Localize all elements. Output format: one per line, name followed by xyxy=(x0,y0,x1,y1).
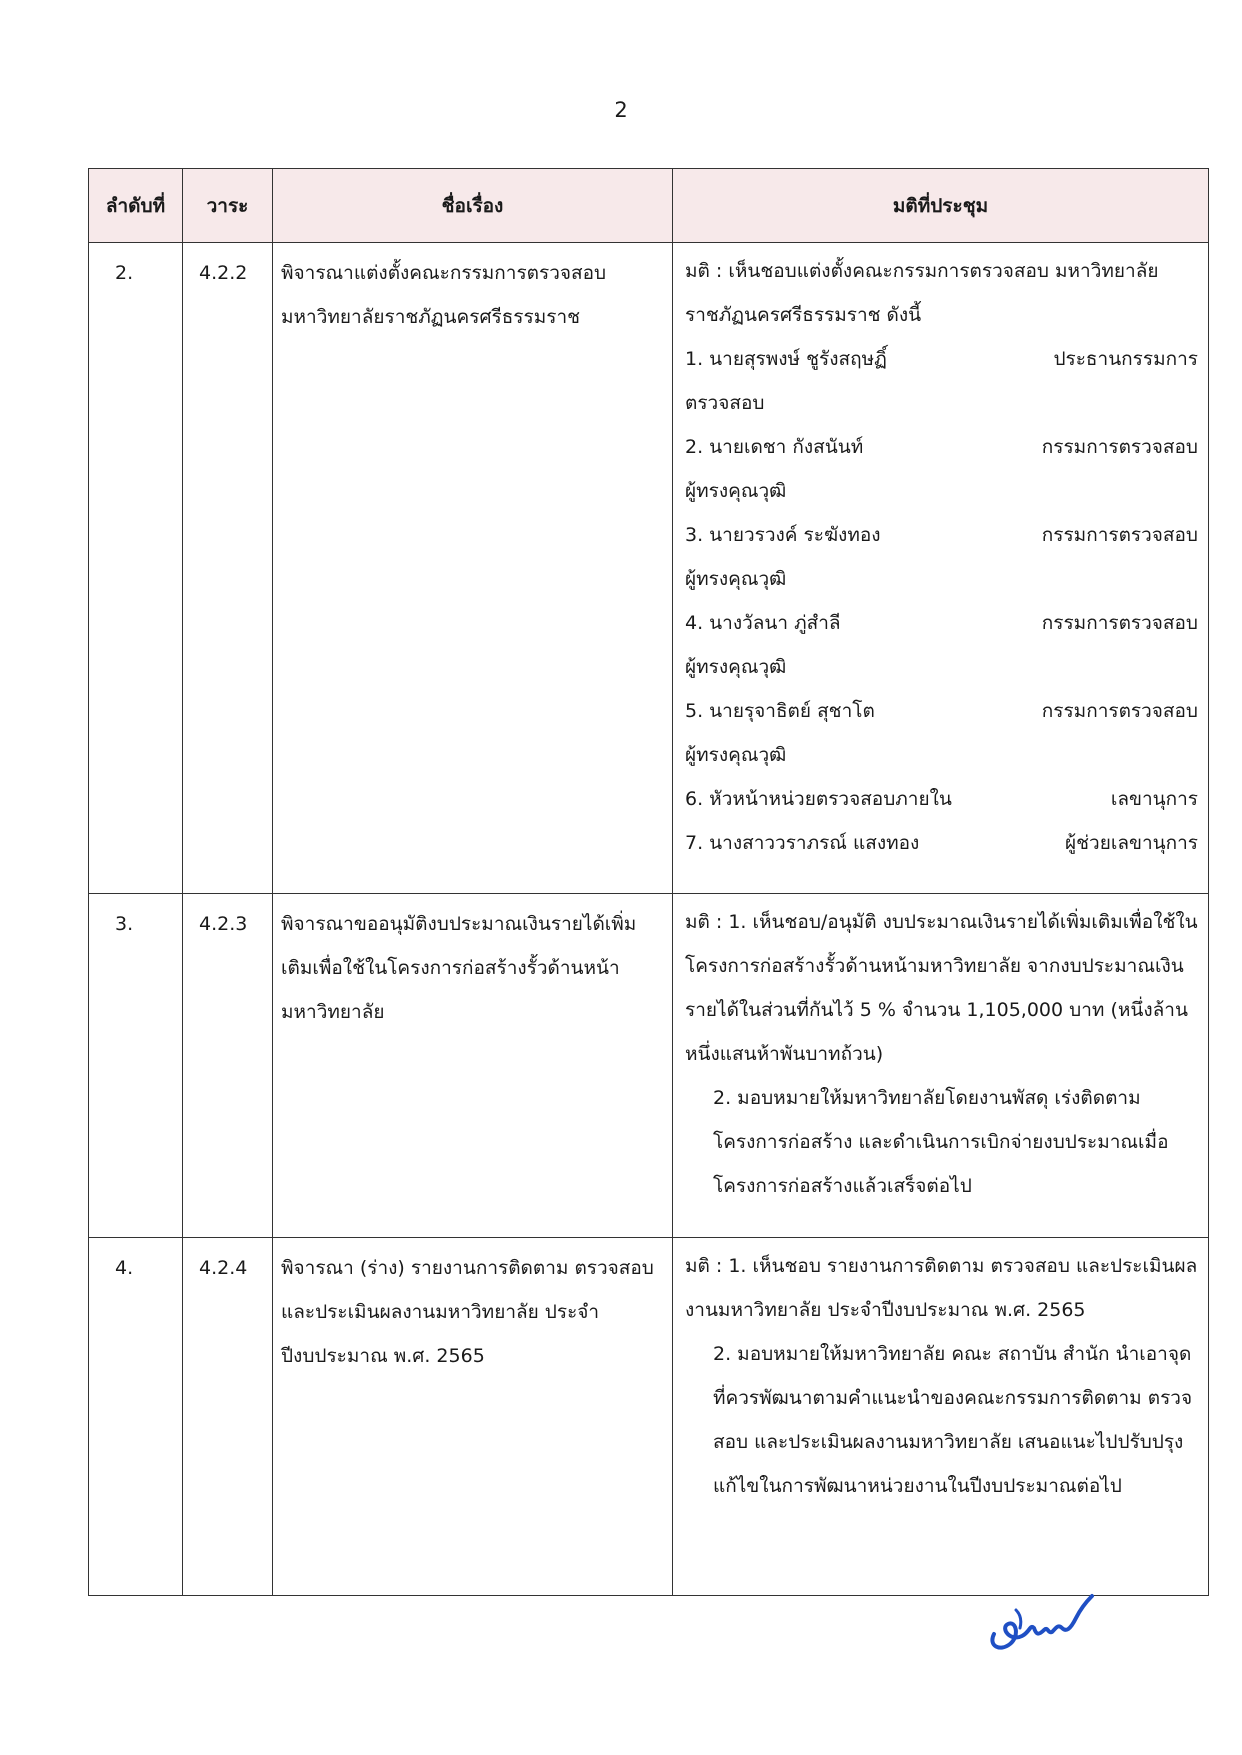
member-name: 4. นางวัลนา ภู่สำลี xyxy=(685,612,841,634)
member-role: กรรมการตรวจสอบ xyxy=(1041,700,1198,722)
resolution-item-2: 2. มอบหมายให้มหาวิทยาลัย คณะ สถาบัน สำนัก นำเอาจุดที่ควรพัฒนาตามคำแนะนำของคณะกรรมการติดตาม ตรวจสอบ และประเมินผลงานมหาวิทยาลัย เสนอแนะไปปรับปรุงแก้ไขในการพัฒนาหน่วยงานในปีงบประมาณต่อไป xyxy=(713,1343,1193,1497)
page-number: 2 xyxy=(614,98,628,122)
committee-member xyxy=(685,601,1198,689)
row-number: 2. xyxy=(89,243,183,894)
member-role: กรรมการตรวจสอบ xyxy=(1041,612,1198,634)
committee-member xyxy=(685,425,1198,513)
table-row xyxy=(89,243,1209,894)
committee-member xyxy=(685,821,1198,865)
header-resolution: มติที่ประชุม xyxy=(673,169,1209,243)
signature-icon xyxy=(986,1590,1096,1660)
row-agenda: 4.2.3 xyxy=(183,894,273,1238)
resolution-item-1: มติ : 1. เห็นชอบ รายงานการติดตาม ตรวจสอบ และประเมินผลงานมหาวิทยาลัย ประจำปีงบประมาณ พ.ศ. 2565 xyxy=(685,1255,1198,1321)
committee-member xyxy=(685,513,1198,601)
member-role: ผู้ช่วยเลขานุการ xyxy=(1065,832,1198,854)
row-agenda: 4.2.2 xyxy=(183,243,273,894)
member-role-extra: ผู้ทรงคุณวุฒิ xyxy=(685,656,787,678)
committee-member xyxy=(685,337,1198,425)
member-role-extra: ผู้ทรงคุณวุฒิ xyxy=(685,480,787,502)
member-role-extra: ผู้ทรงคุณวุฒิ xyxy=(685,568,787,590)
committee-member xyxy=(685,777,1198,821)
resolution-item-2: 2. มอบหมายให้มหาวิทยาลัยโดยงานพัสดุ เร่งติดตามโครงการก่อสร้าง และดำเนินการเบิกจ่ายงบประมาณเมื่อโครงการก่อสร้างแล้วเสร็จต่อไป xyxy=(713,1087,1169,1197)
member-name: 3. นายวรวงค์ ระฆังทอง xyxy=(685,524,881,546)
row-title: พิจารณา (ร่าง) รายงานการติดตาม ตรวจสอบ และประเมินผลงานมหาวิทยาลัย ประจำปีงบประมาณ พ.ศ. 2565 xyxy=(273,1238,673,1596)
header-title: ชื่อเรื่อง xyxy=(273,169,673,243)
row-agenda: 4.2.4 xyxy=(183,1238,273,1596)
member-role: ประธานกรรมการ xyxy=(1053,348,1198,370)
member-role-extra: ผู้ทรงคุณวุฒิ xyxy=(685,744,787,766)
member-name: 1. นายสุรพงษ์ ชูรังสฤษฏิ์ xyxy=(685,348,887,370)
row-resolution xyxy=(673,1238,1209,1596)
row-resolution xyxy=(673,894,1209,1238)
member-role-extra: ตรวจสอบ xyxy=(685,392,765,414)
table-row xyxy=(89,1238,1209,1596)
row-title: พิจารณาขออนุมัติงบประมาณเงินรายได้เพิ่มเติมเพื่อใช้ในโครงการก่อสร้างรั้วด้านหน้ามหาวิทยาลัย xyxy=(273,894,673,1238)
resolution-intro: มติ : เห็นชอบแต่งตั้งคณะกรรมการตรวจสอบ มหาวิทยาลัยราชภัฏนครศรีธรรมราช ดังนี้ xyxy=(685,260,1159,326)
member-role: กรรมการตรวจสอบ xyxy=(1041,436,1198,458)
resolution-item-1: มติ : 1. เห็นชอบ/อนุมัติ งบประมาณเงินรายได้เพิ่มเติมเพื่อใช้ในโครงการก่อสร้างรั้วด้านหน้ามหาวิทยาลัย จากงบประมาณเงินรายได้ในส่วนที่กันไว้ 5 % จำนวน 1,105,000 บาท (หนึ่งล้านหนึ่งแสนห้าพันบาทถ้วน) xyxy=(685,911,1198,1065)
member-name: 2. นายเดชา กังสนันท์ xyxy=(685,436,864,458)
table-header-row xyxy=(89,169,1209,243)
member-name: 5. นายรุจาธิตย์ สุชาโต xyxy=(685,700,875,722)
member-name: 7. นางสาววราภรณ์ แสงทอง xyxy=(685,832,920,854)
member-role: เลขานุการ xyxy=(1110,788,1198,810)
header-no: ลำดับที่ xyxy=(89,169,183,243)
row-title: พิจารณาแต่งตั้งคณะกรรมการตรวจสอบมหาวิทยาลัยราชภัฏนครศรีธรรมราช xyxy=(273,243,673,894)
member-name: 6. หัวหน้าหน่วยตรวจสอบภายใน xyxy=(685,788,952,810)
member-role: กรรมการตรวจสอบ xyxy=(1041,524,1198,546)
row-number: 3. xyxy=(89,894,183,1238)
committee-member xyxy=(685,689,1198,777)
table-row xyxy=(89,894,1209,1238)
row-resolution xyxy=(673,243,1209,894)
minutes-table xyxy=(88,168,1209,1596)
row-number: 4. xyxy=(89,1238,183,1596)
header-agenda: วาระ xyxy=(183,169,273,243)
